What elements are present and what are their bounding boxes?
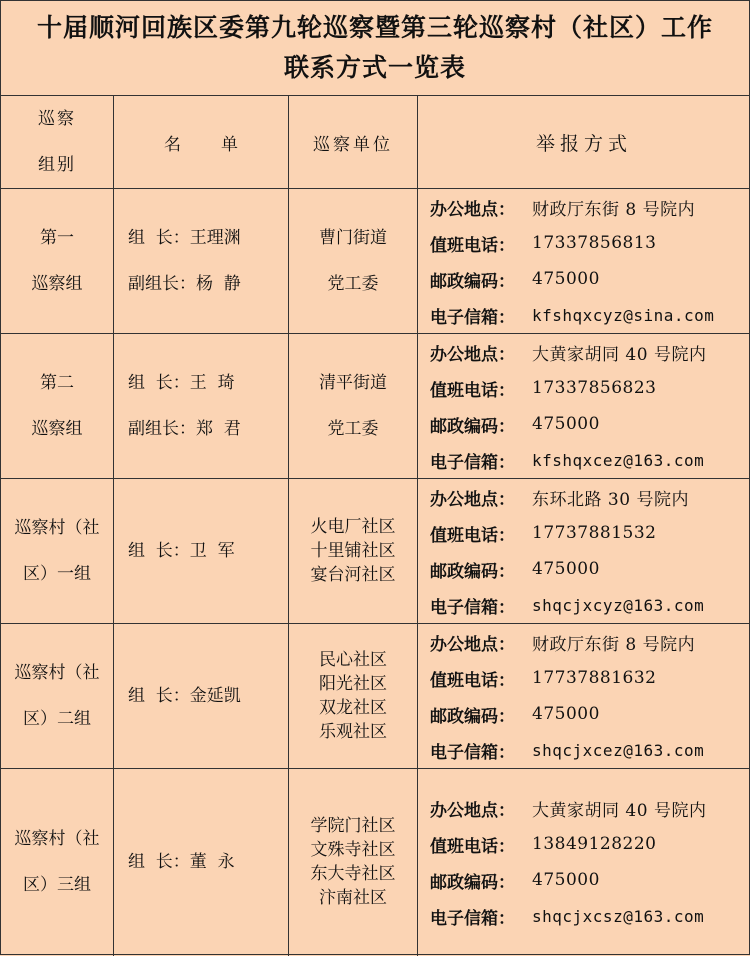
email-address-value: shqcjxcsz@163.com xyxy=(532,907,704,926)
office-address-value: 财政厅东街 8 号院内 xyxy=(532,195,695,220)
group-label: 巡察组 xyxy=(1,406,113,452)
email-address-value: shqcjxcyz@163.com xyxy=(532,596,704,615)
duty-phone-line xyxy=(430,515,750,551)
duty-phone-label: 值班电话： xyxy=(430,666,532,691)
postal-code-line xyxy=(430,862,750,898)
member-entry: 组 长：王理渊 xyxy=(114,215,288,261)
office-address-line xyxy=(430,790,750,826)
group-cell xyxy=(1,769,114,956)
unit-name: 十里铺社区 xyxy=(289,539,417,563)
email-address-label: 电子信箱： xyxy=(430,593,532,618)
header-name-a: 名 xyxy=(164,130,181,155)
report-cell xyxy=(418,189,750,334)
office-address-label: 办公地点： xyxy=(430,796,532,821)
unit-name: 东大寺社区 xyxy=(289,862,417,886)
email-address-value: shqcjxcez@163.com xyxy=(532,741,704,760)
postal-code-value: 475000 xyxy=(532,559,600,579)
header-group-line-2: 组别 xyxy=(1,142,113,188)
members-cell xyxy=(114,189,289,334)
member-entry: 组 长：王 琦 xyxy=(114,360,288,406)
header-report: 举报方式 xyxy=(418,96,750,189)
postal-code-line xyxy=(430,696,750,732)
duty-phone-label: 值班电话： xyxy=(430,521,532,546)
email-address-line xyxy=(430,297,750,333)
office-address-label: 办公地点： xyxy=(430,630,532,655)
member-entry: 副组长：郑 君 xyxy=(114,406,288,452)
unit-name: 汴南社区 xyxy=(289,886,417,910)
group-label: 区）三组 xyxy=(1,862,113,908)
postal-code-label: 邮政编码： xyxy=(430,267,532,292)
email-address-value: kfshqxcez@163.com xyxy=(532,451,704,470)
office-address-line xyxy=(430,479,750,515)
group-label: 区）一组 xyxy=(1,551,113,597)
email-address-value: kfshqxcyz@sina.com xyxy=(532,306,714,325)
email-address-label: 电子信箱： xyxy=(430,904,532,929)
postal-code-label: 邮政编码： xyxy=(430,702,532,727)
duty-phone-value: 17337856823 xyxy=(532,378,656,398)
postal-code-value: 475000 xyxy=(532,414,600,434)
office-address-value: 大黄家胡同 40 号院内 xyxy=(532,340,706,365)
duty-phone-line xyxy=(430,826,750,862)
duty-phone-value: 17737881532 xyxy=(532,523,656,543)
postal-code-value: 475000 xyxy=(532,870,600,890)
group-cell xyxy=(1,624,114,769)
members-cell xyxy=(114,334,289,479)
unit-cell xyxy=(289,624,418,769)
duty-phone-line xyxy=(430,370,750,406)
unit-name: 宴台河社区 xyxy=(289,563,417,587)
header-name-b: 单 xyxy=(221,130,238,155)
duty-phone-label: 值班电话： xyxy=(430,832,532,857)
postal-code-label: 邮政编码： xyxy=(430,868,532,893)
email-address-line xyxy=(430,732,750,768)
postal-code-line xyxy=(430,406,750,442)
header-unit: 巡察单位 xyxy=(289,96,418,189)
unit-name: 民心社区 xyxy=(289,648,417,672)
header-group xyxy=(1,96,114,189)
email-address-label: 电子信箱： xyxy=(430,448,532,473)
postal-code-label: 邮政编码： xyxy=(430,412,532,437)
postal-code-line xyxy=(430,261,750,297)
member-entry: 副组长：杨 静 xyxy=(114,261,288,307)
title-line-2: 联系方式一览表 xyxy=(284,48,466,88)
email-address-label: 电子信箱： xyxy=(430,738,532,763)
group-cell xyxy=(1,334,114,479)
group-label: 区）二组 xyxy=(1,696,113,742)
postal-code-value: 475000 xyxy=(532,704,600,724)
unit-name: 火电厂社区 xyxy=(289,515,417,539)
group-label: 巡察村（社 xyxy=(1,650,113,696)
table-row xyxy=(1,189,750,334)
members-cell xyxy=(114,624,289,769)
duty-phone-value: 17737881632 xyxy=(532,668,656,688)
group-cell xyxy=(1,189,114,334)
duty-phone-label: 值班电话： xyxy=(430,376,532,401)
office-address-line xyxy=(430,624,750,660)
unit-name: 学院门社区 xyxy=(289,814,417,838)
unit-name: 曹门街道 xyxy=(289,215,417,261)
office-address-line xyxy=(430,334,750,370)
members-cell xyxy=(114,769,289,956)
unit-name: 阳光社区 xyxy=(289,672,417,696)
office-address-line xyxy=(430,189,750,225)
office-address-value: 东环北路 30 号院内 xyxy=(532,485,689,510)
duty-phone-line xyxy=(430,225,750,261)
office-address-value: 大黄家胡同 40 号院内 xyxy=(532,796,706,821)
office-address-label: 办公地点： xyxy=(430,485,532,510)
group-cell xyxy=(1,479,114,624)
office-address-label: 办公地点： xyxy=(430,195,532,220)
report-cell xyxy=(418,334,750,479)
table-row xyxy=(1,334,750,479)
member-entry: 组 长：金延凯 xyxy=(114,673,288,719)
table-row xyxy=(1,769,750,956)
duty-phone-value: 17337856813 xyxy=(532,233,656,253)
duty-phone-label: 值班电话： xyxy=(430,231,532,256)
unit-cell xyxy=(289,189,418,334)
duty-phone-line xyxy=(430,660,750,696)
unit-name: 双龙社区 xyxy=(289,696,417,720)
postal-code-label: 邮政编码： xyxy=(430,557,532,582)
email-address-line xyxy=(430,587,750,623)
group-label: 巡察组 xyxy=(1,261,113,307)
email-address-line xyxy=(430,898,750,934)
member-entry: 组 长：卫 军 xyxy=(114,528,288,574)
email-address-label: 电子信箱： xyxy=(430,303,532,328)
unit-cell xyxy=(289,769,418,956)
document-title xyxy=(1,1,749,96)
office-address-value: 财政厅东街 8 号院内 xyxy=(532,630,695,655)
report-cell xyxy=(418,479,750,624)
table-row xyxy=(1,479,750,624)
table-header-row xyxy=(1,96,750,189)
duty-phone-value: 13849128220 xyxy=(532,834,656,854)
office-address-label: 办公地点： xyxy=(430,340,532,365)
header-name xyxy=(114,96,289,189)
contact-table xyxy=(1,96,750,956)
group-label: 巡察村（社 xyxy=(1,505,113,551)
report-cell xyxy=(418,769,750,956)
group-label: 第一 xyxy=(1,215,113,261)
group-label: 巡察村（社 xyxy=(1,816,113,862)
unit-name: 清平街道 xyxy=(289,360,417,406)
unit-name: 党工委 xyxy=(289,261,417,307)
postal-code-line xyxy=(430,551,750,587)
unit-name: 文殊寺社区 xyxy=(289,838,417,862)
unit-cell xyxy=(289,334,418,479)
unit-cell xyxy=(289,479,418,624)
title-line-1: 十届顺河回族区委第九轮巡察暨第三轮巡察村（社区）工作 xyxy=(37,8,713,48)
email-address-line xyxy=(430,442,750,478)
report-cell xyxy=(418,624,750,769)
unit-name: 乐观社区 xyxy=(289,720,417,744)
table-row xyxy=(1,624,750,769)
member-entry: 组 长：董 永 xyxy=(114,839,288,885)
group-label: 第二 xyxy=(1,360,113,406)
members-cell xyxy=(114,479,289,624)
unit-name: 党工委 xyxy=(289,406,417,452)
header-group-line-1: 巡察 xyxy=(1,96,113,142)
postal-code-value: 475000 xyxy=(532,269,600,289)
